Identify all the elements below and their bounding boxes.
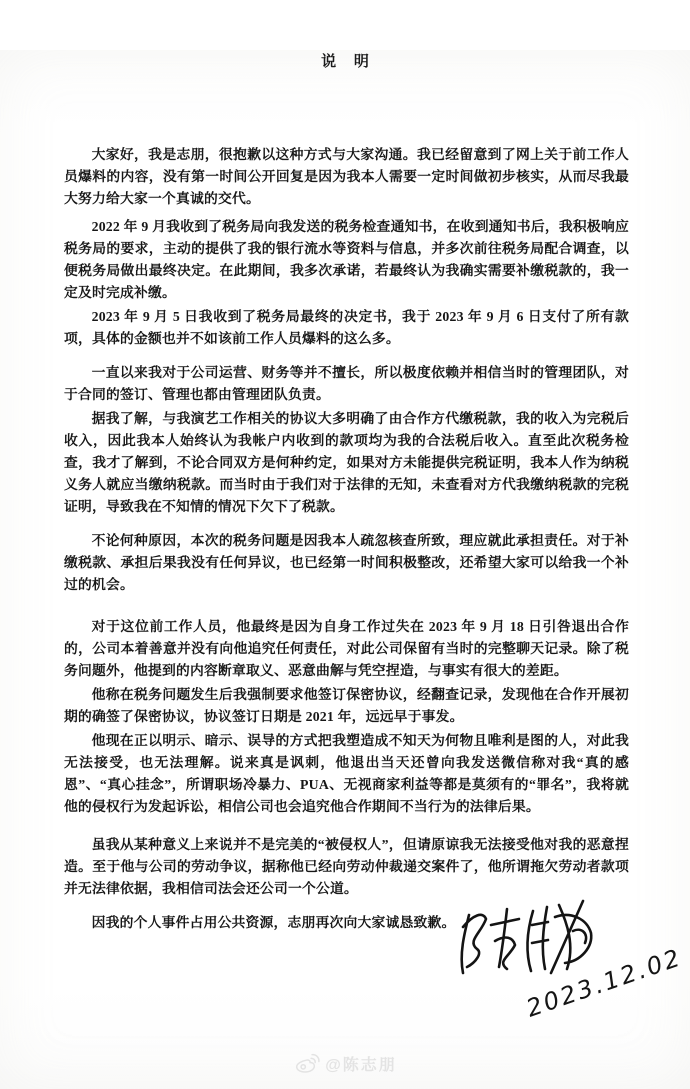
document-title: 说 明 <box>321 54 376 70</box>
paragraph-apology: 因我的个人事件占用公共资源，志朋再次向大家诚恳致歉。 <box>91 915 456 930</box>
signature-block <box>445 895 686 1045</box>
paragraph-management-team: 一直以来我对于公司运营、财务等并不擅长，所以极度依赖并相信当时的管理团队，对于合同的签订、管理也都由管理团队负责。 <box>64 365 629 402</box>
document-body <box>64 144 629 934</box>
paragraph-tax-decision: 2023 年 9 月 5 日我收到了税务局最终的决定书，我于 2023 年 9 月 6 日支付了所有款项，具体的金额也并不如该前工作人员爆料的这么多。 <box>64 309 629 346</box>
paragraph-agreements: 据我了解，与我演艺工作相关的协议大多明确了由合作方代缴税款，我的收入为完税后收入，因此我本人始终认为我帐户内收到的款项均为我的合法税后收入。直至此次税务检查，我才了解到，不论合同双方是何种约定，如果对方未能提供完税证明，我本人作为纳税义务人就应当缴纳税款。而当时由于我们对于法律的无知，未查看对方代我缴纳税款的完税证明，导致我在不知情的情况下欠下了税款。 <box>64 411 629 514</box>
signature-date: 2023.12.02 <box>522 943 686 1023</box>
weibo-icon <box>293 1053 319 1074</box>
paragraph-labor-dispute: 虽我从某种意义上来说并不是完美的“被侵权人”，但请原谅我无法接受他对我的恶意捏造。至于他与公司的劳动争议，据称他已经向劳动仲裁递交案件了，他所谓拖欠劳动者款项并无法律依据，我相信司法会还公司一个公道。 <box>64 837 629 896</box>
watermark-text: @陈志朋 <box>325 1057 397 1074</box>
paragraph-greeting: 大家好，我是志朋，很抱歉以这种方式与大家沟通。我已经留意到了网上关于前工作人员爆料的内容，没有第一时间公开回复是因为我本人需要一定时间做初步核实，从而尽我最大努力给大家一个真诚的交代。 <box>64 147 629 206</box>
paragraph-defamation: 他现在正以明示、暗示、误导的方式把我塑造成不知天为何物且唯利是图的人，对此我无法接受，也无法理解。说来真是讽刺，他退出当天还曾向我发送微信称对我“真的感恩”、“真心挂念”，所谓职场冷暴力、PUA、无视商家利益等都是莫须有的“罪名”，我将就他的侵权行为发起诉讼，相信公司也会追究他合作期间不当行为的法律后果。 <box>64 733 629 814</box>
paragraph-tax-notice: 2022 年 9 月我收到了税务局向我发送的税务检查通知书，在收到通知书后，我积极响应税务局的要求，主动的提供了我的银行流水等资料与信息，并多次前往税务局配合调查，以便税务局做出最终决定。在此期间，我多次承诺，若最终认为我确实需要补缴税款的，我一定及时完成补缴。 <box>64 219 629 300</box>
weibo-watermark <box>0 1052 690 1075</box>
signature-name <box>455 897 605 982</box>
paragraph-nda: 他称在税务问题发生后我强制要求他签订保密协议，经翻查记录，发现他在合作开展初期的确签了保密协议，协议签订日期是 2021 年，远远早于事发。 <box>64 687 629 724</box>
statement-document <box>0 50 690 1089</box>
paragraph-former-staff: 对于这位前工作人员，他最终是因为自身工作过失在 2023 年 9 月 18 日引咎退出合作的，公司本着善意并没有向他追究任何责任，对此公司保留有当时的完整聊天记录。除了税务问题外，他提到的内容断章取义、恶意曲解与凭空捏造，与事实有很大的差距。 <box>64 619 629 678</box>
paragraph-responsibility: 不论何种原因，本次的税务问题是因我本人疏忽核查所致，理应就此承担责任。对于补缴税款、承担后果我没有任何异议，也已经第一时间积极整改，还希望大家可以给我一个补过的机会。 <box>64 533 629 592</box>
